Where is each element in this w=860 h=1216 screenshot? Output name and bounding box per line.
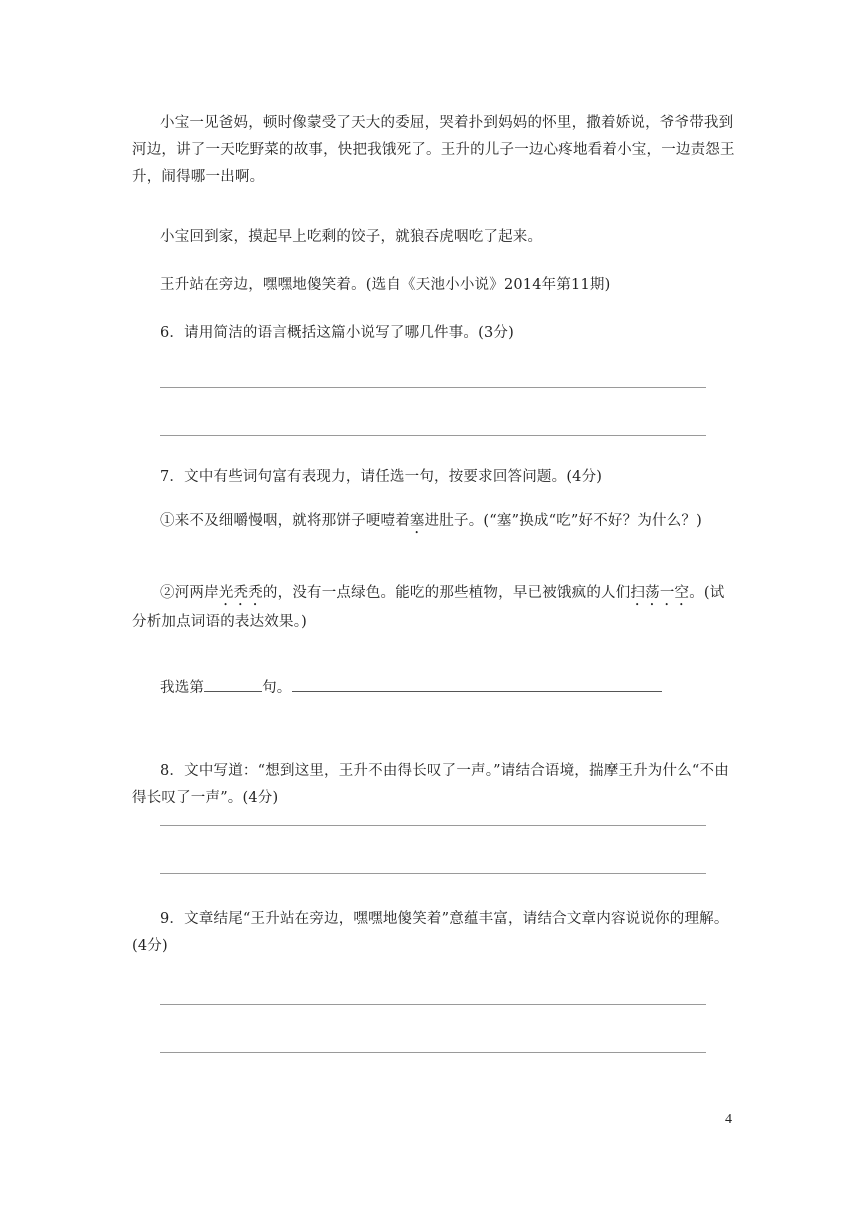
q7-opt1-dotted-word: 塞 xyxy=(409,513,425,529)
answer-line-q9-1[interactable] xyxy=(160,1004,706,1005)
paragraph-1: 小宝一见爸妈，顿时像蒙受了天大的委屈，哭着扑到妈妈的怀里，撒着娇说，爷爷带我到河边，讲了一天吃野菜的故事，快把我饿死了。王升的儿子一边心疼地看着小宝，一边责怨王升，闹得哪一出啊。 xyxy=(132,115,735,185)
q7-opt1-post: 进肚子。(“塞”换成“吃”好不好？为什么？) xyxy=(424,513,702,529)
answer-line-q6-2[interactable] xyxy=(160,435,706,436)
q7-answer-mid: 句。 xyxy=(262,680,292,696)
answer-line-q6-1[interactable] xyxy=(160,387,706,388)
question-7-answer xyxy=(132,675,736,702)
question-9: 9．文章结尾“王升站在旁边，嘿嘿地傻笑着”意蕴丰富，请结合文章内容说说你的理解。(4分) xyxy=(132,911,729,954)
answer-line-q9-2[interactable] xyxy=(160,1052,706,1053)
q7-opt2-post: 。(试分析加点词语的表达效果。) xyxy=(132,585,725,630)
question-8: 8．文中写道：“想到这里，王升不由得长叹了一声。”请结合语境，揣摩王升为什么“不由得长叹了一声”。(4分) xyxy=(132,763,729,806)
q7-answer-pre: 我选第 xyxy=(160,680,205,696)
question-7-option-1 xyxy=(132,508,736,537)
page-number: 4 xyxy=(725,1112,732,1127)
q7-opt1-pre: ①来不及细嚼慢咽，就将那饼子哽噎着 xyxy=(160,513,410,529)
answer-line-q8-2[interactable] xyxy=(160,873,706,874)
paragraph-2: 小宝回到家，摸起早上吃剩的饺子，就狼吞虎咽吃了起来。 xyxy=(160,229,543,245)
q7-opt2-mid: 的，没有一点绿色。能吃的那些植物，早已被饿疯的人们 xyxy=(262,585,631,601)
q7-opt2-pre: ②河两岸 xyxy=(160,585,219,601)
answer-line-q8-1[interactable] xyxy=(160,825,706,826)
question-7: 7．文中有些词句富有表现力，请任选一句，按要求回答问题。(4分) xyxy=(160,469,603,485)
question-6: 6．请用简洁的语言概括这篇小说写了哪几件事。(3分) xyxy=(160,325,514,341)
q7-opt2-dotted-word-2: 扫荡一空 xyxy=(630,585,690,601)
q7-opt2-dotted-word-1: 光秃秃 xyxy=(218,585,263,601)
sentence-choice-blank[interactable] xyxy=(204,677,262,692)
question-7-option-2 xyxy=(132,580,736,636)
paragraph-3: 王升站在旁边，嘿嘿地傻笑着。(选自《天池小小说》2014年第11期) xyxy=(160,277,611,293)
q7-answer-blank[interactable] xyxy=(292,677,662,692)
